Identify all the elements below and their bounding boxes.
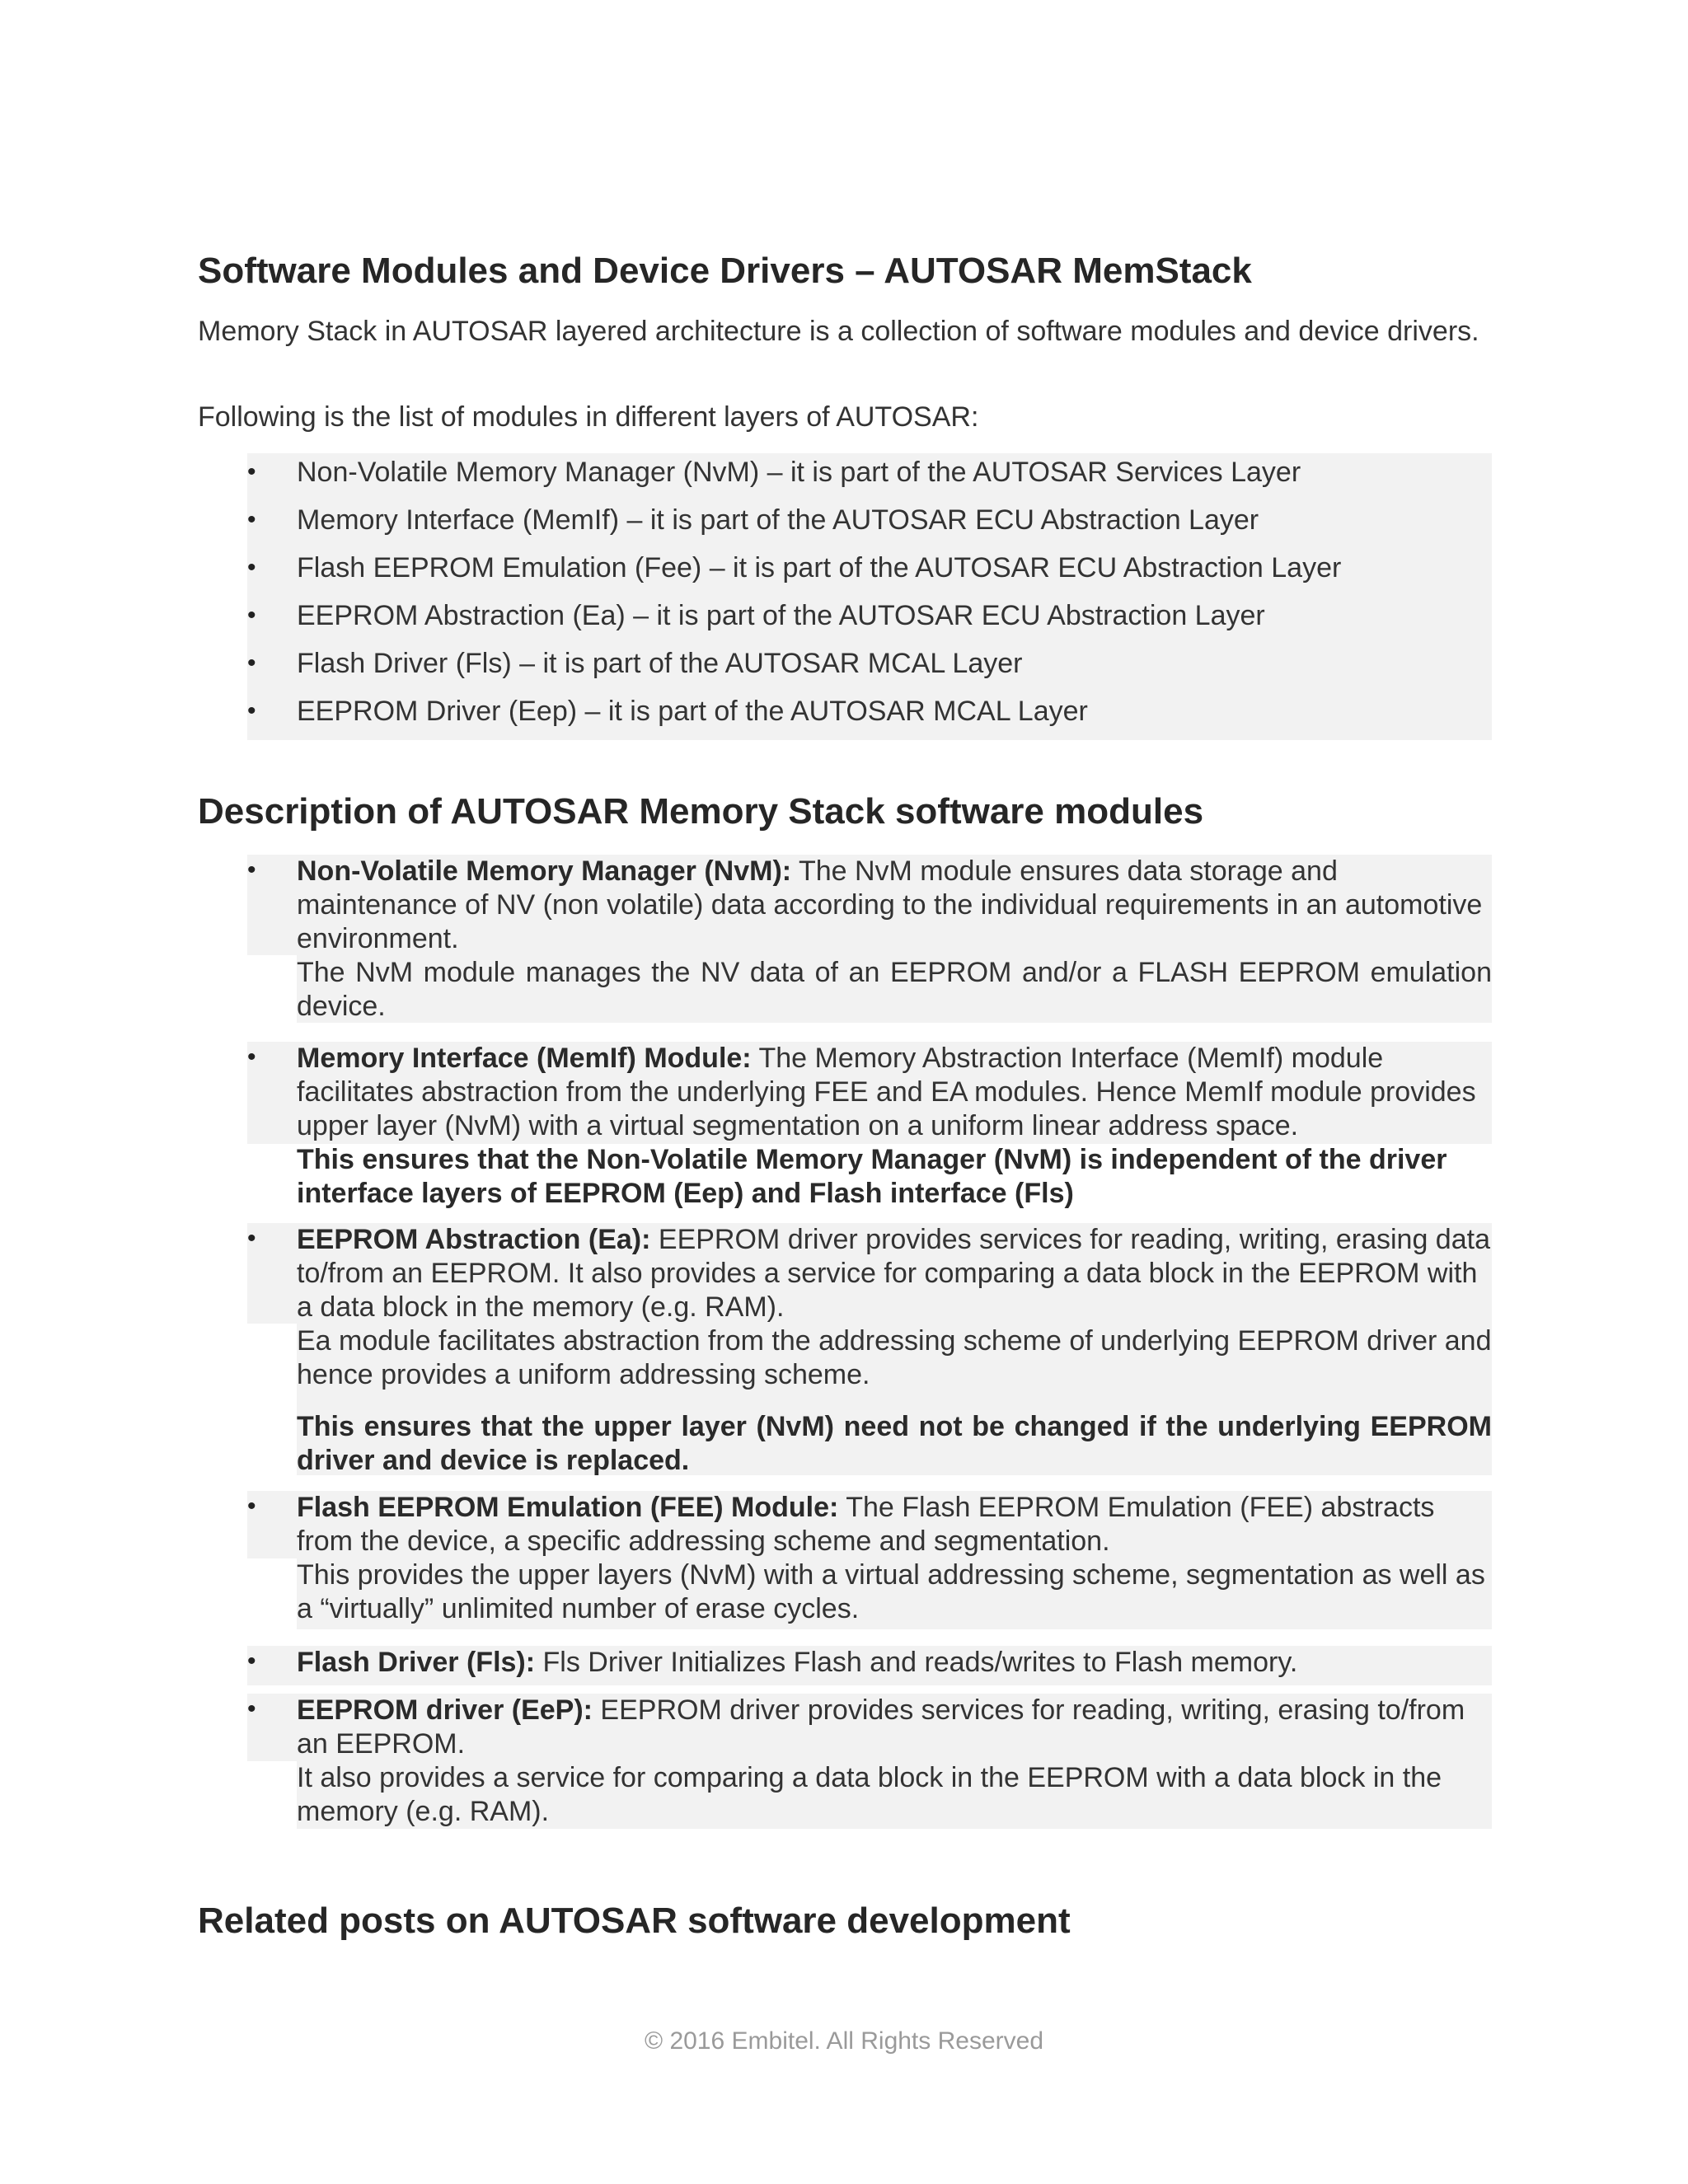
desc-extra: It also provides a service for comparing a data block in the EEPROM with a data block in the memory (e.g. RAM). <box>297 1762 1442 1827</box>
desc-extra: This provides the upper layers (NvM) with a virtual addressing scheme, segmentation as well as a “virtually” unlimited number of erase cycles. <box>297 1559 1485 1624</box>
list-item: • Memory Interface (MemIf) – it is part of the AUTOSAR ECU Abstraction Layer <box>247 501 1492 549</box>
bullet-icon: • <box>247 649 256 677</box>
bullet-icon: • <box>247 1043 256 1071</box>
term-nvm: Non-Volatile Memory Manager (NvM): <box>297 855 792 887</box>
bullet-icon: • <box>247 697 256 724</box>
bullet-icon: • <box>247 458 256 485</box>
desc-item-memif: • Memory Interface (MemIf) Module: The Memory Abstraction Interface (MemIf) module facilitates abstraction from the underlying FEE and EA modules. Hence MemIf module provides upper layer (NvM) with a virtual segmentation on a uniform linear address space. This ensures that the Non-Volatile Memory Manager (NvM) is independent of the driver interface layers of EEPROM (Eep) and Flash interface (Fls) <box>247 1042 1492 1211</box>
footer-copyright: © 2016 Embitel. All Rights Reserved <box>645 2027 1043 2055</box>
bullet-icon: • <box>247 1695 256 1722</box>
bullet-icon: • <box>247 1225 256 1252</box>
list-item: • Non-Volatile Memory Manager (NvM) – it is part of the AUTOSAR Services Layer <box>247 453 1492 501</box>
term-ea: EEPROM Abstraction (Ea): <box>297 1224 651 1255</box>
desc-note: This ensures that the upper layer (NvM) need not be changed if the underlying EEPROM driver and device is replaced. <box>297 1411 1492 1476</box>
desc-item-fls: • Flash Driver (Fls): Fls Driver Initializes Flash and reads/writes to Flash memory. <box>247 1646 1492 1680</box>
list-item: • EEPROM Driver (Eep) – it is part of the AUTOSAR MCAL Layer <box>247 692 1492 740</box>
term-memif: Memory Interface (MemIf) Module: <box>297 1043 752 1074</box>
section-title-description: Description of AUTOSAR Memory Stack software modules <box>198 791 1204 832</box>
desc-note: This ensures that the Non-Volatile Memory Manager (NvM) is independent of the driver interface layers of EEPROM (Eep) and Flash interface (Fls) <box>297 1144 1447 1209</box>
desc-item-fee: • Flash EEPROM Emulation (FEE) Module: The Flash EEPROM Emulation (FEE) abstracts from the device, a specific addressing scheme and segmentation. This provides the upper layers (NvM) with a virtual addressing scheme, segmentation as well as a “virtually” unlimited number of erase cycles. <box>247 1491 1492 1626</box>
bullet-icon: • <box>247 506 256 533</box>
list-item: • Flash Driver (Fls) – it is part of the AUTOSAR MCAL Layer <box>247 644 1492 692</box>
term-eep: EEPROM driver (EeP): <box>297 1694 593 1726</box>
bullet-icon: • <box>247 856 256 883</box>
list-item: • EEPROM Abstraction (Ea) – it is part of the AUTOSAR ECU Abstraction Layer <box>247 597 1492 644</box>
desc-item-ea: • EEPROM Abstraction (Ea): EEPROM driver provides services for reading, writing, erasing data to/from an EEPROM. It also provides a service for comparing a data block in the EEPROM with a data block in the memory (e.g. RAM). Ea module facilitates abstraction from the addressing scheme of underlying EEPROM driver and hence provides a uniform addressing scheme. This ensures that the upper layer (NvM) need not be changed if the underlying EEPROM driver and device is replaced. <box>247 1224 1492 1476</box>
bullet-icon: • <box>247 1493 256 1520</box>
bullet-icon: • <box>247 602 256 629</box>
bullet-icon: • <box>247 1647 256 1675</box>
list-intro: Following is the list of modules in different layers of AUTOSAR: <box>198 401 979 433</box>
desc-extra: Ea module facilitates abstraction from the addressing scheme of underlying EEPROM driver and hence provides a uniform addressing scheme. <box>297 1325 1492 1390</box>
list-item: • Flash EEPROM Emulation (Fee) – it is part of the AUTOSAR ECU Abstraction Layer <box>247 549 1492 597</box>
section-title-memstack: Software Modules and Device Drivers – AUTOSAR MemStack <box>198 251 1252 291</box>
intro-paragraph: Memory Stack in AUTOSAR layered architecture is a collection of software modules and device drivers. <box>198 316 1479 347</box>
term-fls: Flash Driver (Fls): <box>297 1647 536 1678</box>
desc-item-eep: • EEPROM driver (EeP): EEPROM driver provides services for reading, writing, erasing to/from an EEPROM. It also provides a service for comparing a data block in the EEPROM with a data block in the memory (e.g. RAM). <box>247 1694 1492 1829</box>
term-fee: Flash EEPROM Emulation (FEE) Module: <box>297 1492 839 1523</box>
bullet-icon: • <box>247 554 256 581</box>
section-title-related: Related posts on AUTOSAR software development <box>198 1900 1071 1941</box>
desc-extra: The NvM module manages the NV data of an EEPROM and/or a FLASH EEPROM emulation device. <box>297 957 1492 1022</box>
module-layer-list <box>247 453 1492 740</box>
desc-item-nvm: • Non-Volatile Memory Manager (NvM): The NvM module ensures data storage and maintenance of NV (non volatile) data according to the individual requirements in an automotive environment. The NvM module manages the NV data of an EEPROM and/or a FLASH EEPROM emulation device. <box>247 855 1492 1022</box>
